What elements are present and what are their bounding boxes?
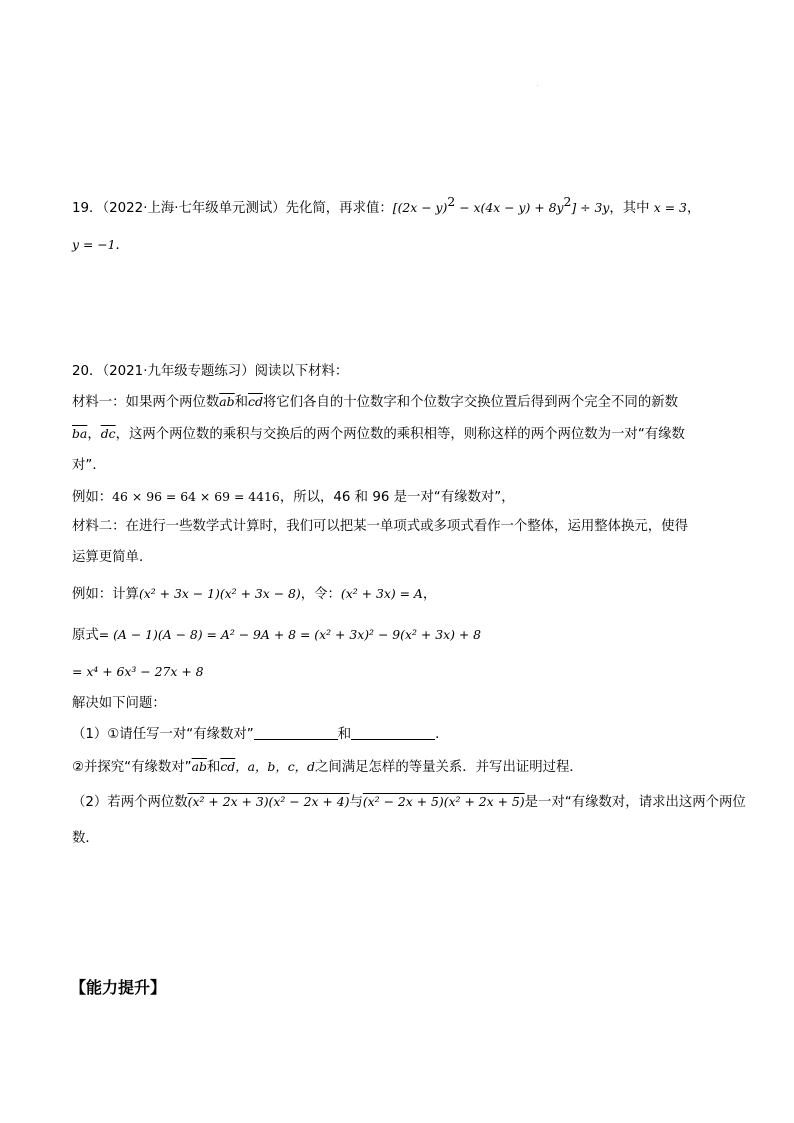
text: 例如：: [72, 490, 113, 505]
part-2-line-2: [72, 829, 99, 849]
material-1-line-1: [72, 392, 678, 413]
number-cd: $\overline{cd}$: [220, 759, 236, 774]
text: 材料一：如果两个两位数: [72, 395, 220, 410]
example-2: [72, 584, 436, 605]
math-expression: (x² + 3x) = A: [340, 586, 423, 601]
condition-y: y = −1: [72, 237, 116, 252]
example-1: [72, 487, 515, 508]
text: ，: [686, 201, 701, 216]
text: 将它们各自的十位数字和个位数字交换位置后得到两个完全不同的新数: [262, 395, 678, 410]
text: 例如：计算: [72, 587, 139, 602]
question-number: 20．: [72, 364, 103, 379]
text: ．: [435, 727, 449, 742]
variables: ，a，b，c，d: [235, 759, 315, 774]
part-2-line-1: [72, 792, 746, 813]
text: （2）若两个两位数: [72, 795, 188, 810]
math-expression: = (A − 1)(A − 8) = A² − 9A + 8 = (x² + 3x)² − 9(x² + 3x) + 8: [98, 627, 482, 642]
text: ，所以，46 和 96 是一对“有缘数对”，: [279, 490, 515, 505]
text: 运算更简单．: [72, 550, 153, 565]
part-1-line-1: [72, 725, 448, 745]
number-expression-2: (x² − 2x + 5)(x² + 2x + 5): [362, 794, 525, 809]
text: 和: [206, 760, 221, 775]
number-dc: $\overline{dc}$: [100, 426, 116, 441]
math-expression: (x² + 3x − 1)(x² + 3x − 8): [138, 586, 301, 601]
material-1-line-2: $\overline{ba}$，$\overline{dc}$，这两个两位数的乘积与交换后的两个两位数的乘积相等，则称这样的两个两位数为一对“有缘数: [72, 426, 685, 442]
text: ．: [115, 238, 129, 253]
question-instruction: 阅读以下材料：: [254, 364, 349, 379]
math-expression: = x⁴ + 6x³ − 27x + 8: [72, 664, 204, 679]
text: ②并探究“有缘数对”: [72, 760, 192, 775]
text: 之间满足怎样的等量关系．并写出证明过程．: [314, 760, 583, 775]
expansion-line-2: [72, 662, 204, 683]
question-19-line-1: 19．（2022·上海·七年级单元测试）先化简，再求值：$[(2x - y)^2 - x(4x - y) + 8y^2] \div 3y$，其中 x = 3，: [72, 194, 701, 216]
number-cd: $\overline{cd}$: [248, 394, 263, 409]
condition-x: x = 3: [653, 200, 687, 215]
text: 对”．: [72, 458, 106, 473]
solve-heading: [72, 694, 166, 714]
math-expression-part: [(2x − y): [392, 200, 448, 215]
text: ，这两个两位数的乘积与交换后的两个两位数的乘积相等，则称这样的两个两位数为一对“有缘数: [115, 427, 685, 442]
question-number: 19．: [72, 201, 103, 216]
text: 与: [349, 795, 363, 810]
text: 和: [234, 395, 249, 410]
math-expression-part: ] ÷ 3y: [571, 200, 610, 215]
math-expression: 46 × 96 = 64 × 69 = 4416: [112, 489, 280, 504]
text: ，其中: [609, 201, 654, 216]
question-instruction: 先化简，再求值：: [285, 201, 393, 216]
number-ba: $\overline{ba}$: [72, 426, 88, 441]
material-2-line-1: [72, 517, 688, 537]
text: 数．: [72, 831, 99, 846]
text: 解决如下问题：: [72, 696, 166, 711]
expansion-line-1: [72, 625, 481, 646]
question-source: （2021·九年级专题练习）: [102, 364, 255, 379]
question-19-line-2: [72, 235, 129, 256]
section-title: 【能力提升】: [70, 978, 167, 997]
text: 材料二：在进行一些数学式计算时，我们可以把某一单项式或多项式看作一个整体，运用整体换元，使得: [72, 519, 688, 534]
math-expression-part: − x(4x − y) + 8y: [455, 200, 564, 215]
stray-dot: ·: [537, 83, 539, 89]
answer-blank[interactable]: [254, 726, 338, 740]
material-1-line-3: [72, 456, 106, 476]
answer-blank[interactable]: [351, 726, 435, 740]
text: 和: [337, 727, 352, 742]
text: 原式: [72, 628, 99, 643]
question-20-header: [72, 362, 348, 382]
text: 是一对“有缘数对，请求出这两个两位: [524, 795, 746, 810]
text: （1）①请任写一对“有缘数对”: [72, 727, 254, 742]
part-1-line-2: [72, 757, 583, 778]
number-expression-1: (x² + 2x + 3)(x² − 2x + 4): [187, 794, 350, 809]
material-2-line-2: [72, 548, 152, 568]
text: ，令：: [300, 587, 341, 602]
number-ab: $\overline{ab}$: [191, 759, 207, 774]
number-ab: $\overline{ab}$: [219, 394, 235, 409]
question-source: （2022·上海·七年级单元测试）: [102, 201, 286, 216]
text: ，: [422, 587, 437, 602]
